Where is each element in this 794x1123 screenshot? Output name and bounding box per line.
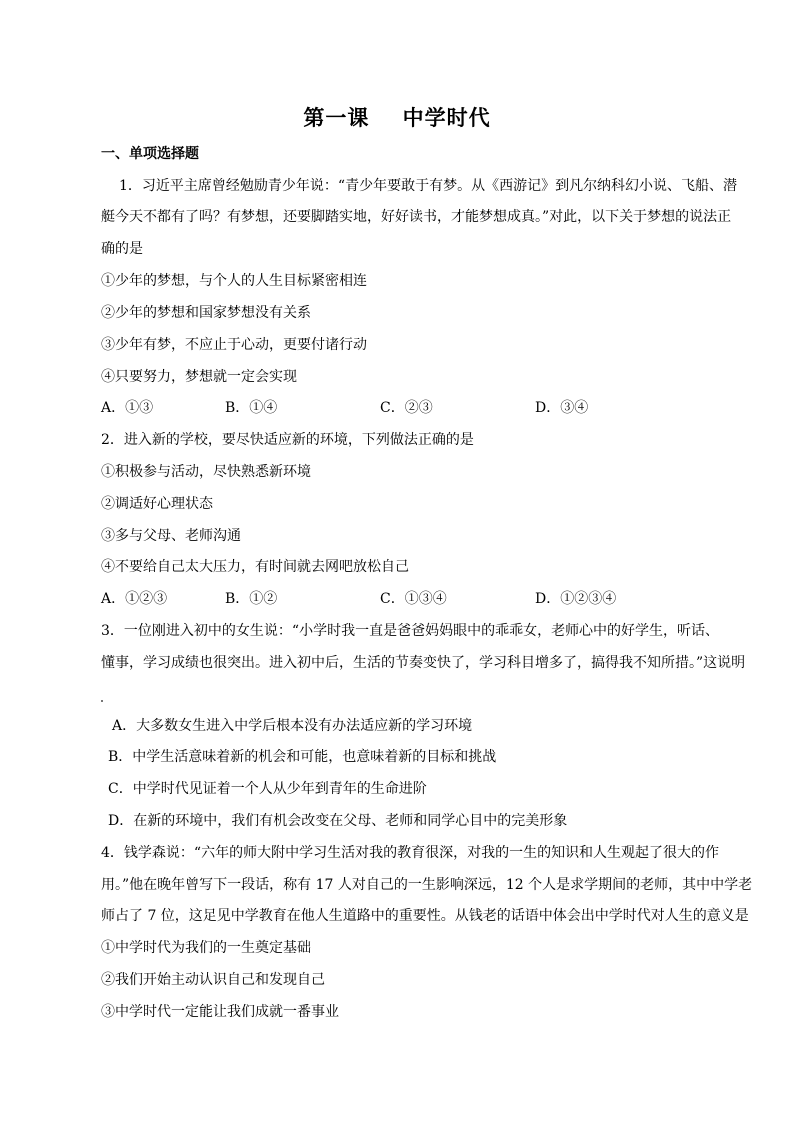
choice-c[interactable]: C．②③ — [380, 400, 433, 416]
question-4-line-3: 师占了 7 位，这足见中学教育在他人生道路中的重要性。从钱老的话语中体会出中学时代对人生的意义是 — [101, 908, 749, 924]
question-1-line-1: 1．习近平主席曾经勉励青少年说：“青少年要敢于有梦。从《西游记》到凡尔纳科幻小说、飞船、潜 — [119, 178, 738, 194]
question-3-line-2: 懂事，学习成绩也很突出。进入初中后，生活的节奏变快了，学习科目增多了，搞得我不知所措。”这说明 — [101, 655, 746, 671]
question-1-line-2: 艇今天不都有了吗？有梦想，还要脚踏实地，好好读书，才能梦想成真。”对此，以下关于梦想的说法正 — [101, 209, 732, 225]
question-3-option-b[interactable]: B．中学生活意味着新的机会和可能，也意味着新的目标和挑战 — [108, 749, 497, 765]
question-4-line-2: 用。”他在晚年曾写下一段话，称有 17 人对自己的一生影响深远，12 个人是求学期间的老师，其中中学老 — [101, 877, 753, 893]
question-1-line-3: 确的是 — [101, 241, 143, 257]
choice-a[interactable]: A．①②③ — [101, 591, 168, 607]
question-4-item-2: ②我们开始主动认识自己和发现自己 — [101, 972, 325, 988]
question-2-item-4: ④不要给自己太大压力，有时间就去网吧放松自己 — [101, 559, 409, 575]
question-4-item-3: ③中学时代一定能让我们成就一番事业 — [101, 1004, 339, 1020]
question-3-option-d[interactable]: D．在新的环境中，我们有机会改变在父母、老师和同学心目中的完美形象 — [108, 813, 568, 829]
question-2-line-1: 2．进入新的学校，要尽快适应新的环境，下列做法正确的是 — [101, 432, 474, 448]
choice-b[interactable]: B．①② — [225, 591, 278, 607]
question-1-item-4: ④只要努力，梦想就一定会实现 — [101, 369, 297, 385]
question-4-item-1: ①中学时代为我们的一生奠定基础 — [101, 940, 311, 956]
question-3-option-c[interactable]: C．中学时代见证着一个人从少年到青年的生命进阶 — [108, 781, 427, 797]
question-1-item-2: ②少年的梦想和国家梦想没有关系 — [101, 305, 311, 321]
question-3-line-1: 3．一位刚进入初中的女生说：“小学时我一直是爸爸妈妈眼中的乖乖女，老师心中的好学生，听话、 — [101, 623, 720, 639]
choice-b[interactable]: B．①④ — [225, 400, 278, 416]
page-title: 第一课 中学时代 — [303, 105, 491, 130]
choice-d[interactable]: D．①②③④ — [535, 591, 617, 607]
question-2-item-2: ②调适好心理状态 — [101, 496, 213, 512]
question-1-item-1: ①少年的梦想，与个人的人生目标紧密相连 — [101, 273, 367, 289]
question-2-item-1: ①积极参与活动，尽快熟悉新环境 — [101, 464, 311, 480]
choice-d[interactable]: D．③④ — [535, 400, 589, 416]
blank-mark — [101, 700, 103, 702]
question-1-item-3: ③少年有梦，不应止于心动，更要付诸行动 — [101, 337, 367, 353]
choice-c[interactable]: C．①③④ — [380, 591, 447, 607]
question-3-option-a[interactable]: A．大多数女生进入中学后根本没有办法适应新的学习环境 — [112, 718, 473, 734]
question-4-line-1: 4．钱学森说：“六年的师大附中学习生活对我的教育很深，对我的一生的知识和人生观起了很大的作 — [101, 845, 720, 861]
section-heading: 一、单项选择题 — [101, 146, 199, 162]
question-2-item-3: ③多与父母、老师沟通 — [101, 528, 241, 544]
choice-a[interactable]: A．①③ — [101, 400, 154, 416]
